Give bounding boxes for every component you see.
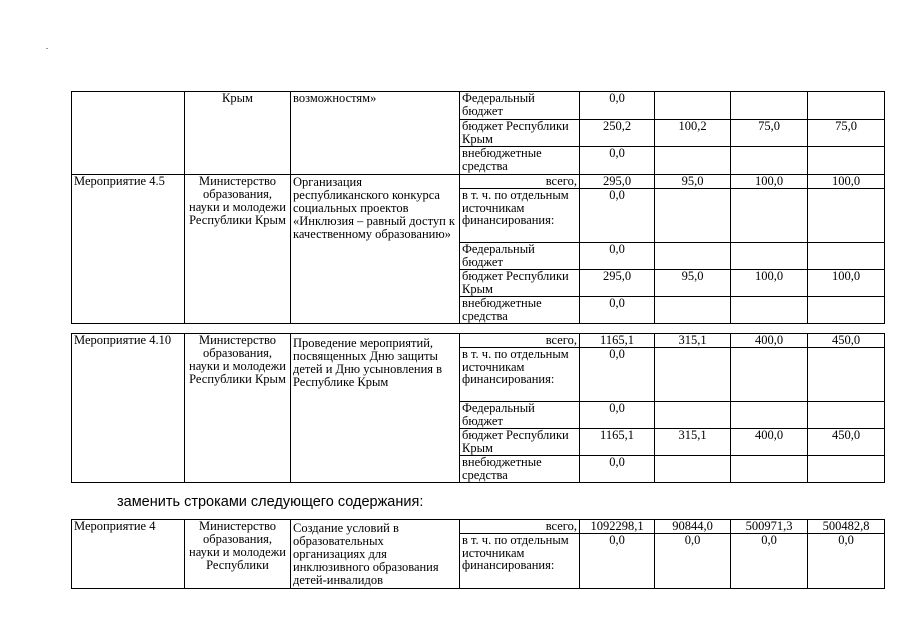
table-row <box>72 334 885 348</box>
value-cell: 315,1 <box>655 334 731 348</box>
value-cell <box>808 243 885 270</box>
value-cell: 95,0 <box>655 175 731 189</box>
value-cell: 295,0 <box>580 175 655 189</box>
source-label: всего, <box>460 334 580 348</box>
value-cell <box>808 402 885 429</box>
value-cell <box>655 92 731 120</box>
value-cell <box>731 402 808 429</box>
event-label: Мероприятие 4.5 <box>72 175 185 324</box>
source-label: Федеральный бюджет <box>460 92 580 120</box>
value-cell: 250,2 <box>580 120 655 147</box>
program-table-top <box>71 91 885 324</box>
event-label: Мероприятие 4.10 <box>72 334 185 483</box>
value-cell: 100,0 <box>808 175 885 189</box>
value-cell <box>655 297 731 324</box>
value-cell: 90844,0 <box>655 520 731 534</box>
responsible-org: Министерство образования, науки и молодежи Республики Крым <box>185 334 291 483</box>
source-label: бюджет Республики Крым <box>460 120 580 147</box>
replace-instruction: заменить строками следующего содержания: <box>117 494 424 510</box>
table-row <box>72 520 885 534</box>
value-cell <box>808 92 885 120</box>
value-cell: 0,0 <box>580 456 655 483</box>
value-cell <box>731 92 808 120</box>
source-label: внебюджетные средства <box>460 147 580 175</box>
value-cell: 75,0 <box>808 120 885 147</box>
source-label: в т. ч. по отдельным источникам финансирования: <box>460 348 580 402</box>
value-cell <box>731 297 808 324</box>
value-cell: 315,1 <box>655 429 731 456</box>
value-cell: 75,0 <box>731 120 808 147</box>
value-cell <box>731 348 808 402</box>
source-label: бюджет Республики Крым <box>460 270 580 297</box>
value-cell <box>655 348 731 402</box>
value-cell: 0,0 <box>808 534 885 589</box>
event-label: Мероприятие 4 <box>72 520 185 589</box>
value-cell <box>655 243 731 270</box>
value-cell: 400,0 <box>731 429 808 456</box>
value-cell: 0,0 <box>731 534 808 589</box>
value-cell: 0,0 <box>655 534 731 589</box>
event-name: Проведение мероприятий, посвященных Дню защиты детей и Дню усыновления в Республике Крым <box>291 334 460 483</box>
value-cell <box>731 147 808 175</box>
value-cell <box>731 189 808 243</box>
table-row <box>72 92 885 120</box>
value-cell: 0,0 <box>580 243 655 270</box>
value-cell <box>808 348 885 402</box>
responsible-org: Министерство образования, науки и молодежи Республики <box>185 520 291 589</box>
event-label-cell <box>72 92 185 175</box>
value-cell <box>655 456 731 483</box>
value-cell: 295,0 <box>580 270 655 297</box>
value-cell <box>731 243 808 270</box>
value-cell: 95,0 <box>655 270 731 297</box>
value-cell: 0,0 <box>580 534 655 589</box>
value-cell: 450,0 <box>808 429 885 456</box>
responsible-org: Крым <box>185 92 291 175</box>
source-label: Федеральный бюджет <box>460 243 580 270</box>
value-cell <box>808 189 885 243</box>
value-cell: 1165,1 <box>580 334 655 348</box>
value-cell: 100,0 <box>731 270 808 297</box>
value-cell <box>808 147 885 175</box>
value-cell: 0,0 <box>580 189 655 243</box>
value-cell: 450,0 <box>808 334 885 348</box>
event-name: Создание условий в образовательных организациях для инклюзивного образования детей-инвалидов <box>291 520 460 589</box>
value-cell: 0,0 <box>580 348 655 402</box>
source-label: всего, <box>460 520 580 534</box>
value-cell <box>808 456 885 483</box>
source-label: в т. ч. по отдельным источникам финансирования: <box>460 534 580 589</box>
value-cell: 0,0 <box>580 147 655 175</box>
value-cell <box>655 147 731 175</box>
source-label: внебюджетные средства <box>460 297 580 324</box>
program-table-event-4 <box>71 519 885 589</box>
value-cell: 1092298,1 <box>580 520 655 534</box>
value-cell <box>731 456 808 483</box>
source-label: всего, <box>460 175 580 189</box>
responsible-org: Министерство образования, науки и молодежи Республики Крым <box>185 175 291 324</box>
value-cell: 500482,8 <box>808 520 885 534</box>
value-cell: 400,0 <box>731 334 808 348</box>
value-cell <box>655 402 731 429</box>
program-table-event-4-10 <box>71 333 885 483</box>
scan-speck <box>46 48 48 49</box>
source-label: Федеральный бюджет <box>460 402 580 429</box>
event-name: возможностям» <box>291 92 460 175</box>
value-cell <box>808 297 885 324</box>
value-cell: 0,0 <box>580 297 655 324</box>
value-cell: 0,0 <box>580 402 655 429</box>
source-label: внебюджетные средства <box>460 456 580 483</box>
value-cell <box>655 189 731 243</box>
value-cell: 500971,3 <box>731 520 808 534</box>
value-cell: 100,0 <box>808 270 885 297</box>
value-cell: 0,0 <box>580 92 655 120</box>
table-row <box>72 175 885 189</box>
source-label: бюджет Республики Крым <box>460 429 580 456</box>
event-name: Организация республиканского конкурса социальных проектов «Инклюзия – равный доступ к качественному образованию» <box>291 175 460 324</box>
value-cell: 1165,1 <box>580 429 655 456</box>
value-cell: 100,0 <box>731 175 808 189</box>
value-cell: 100,2 <box>655 120 731 147</box>
source-label: в т. ч. по отдельным источникам финансирования: <box>460 189 580 243</box>
